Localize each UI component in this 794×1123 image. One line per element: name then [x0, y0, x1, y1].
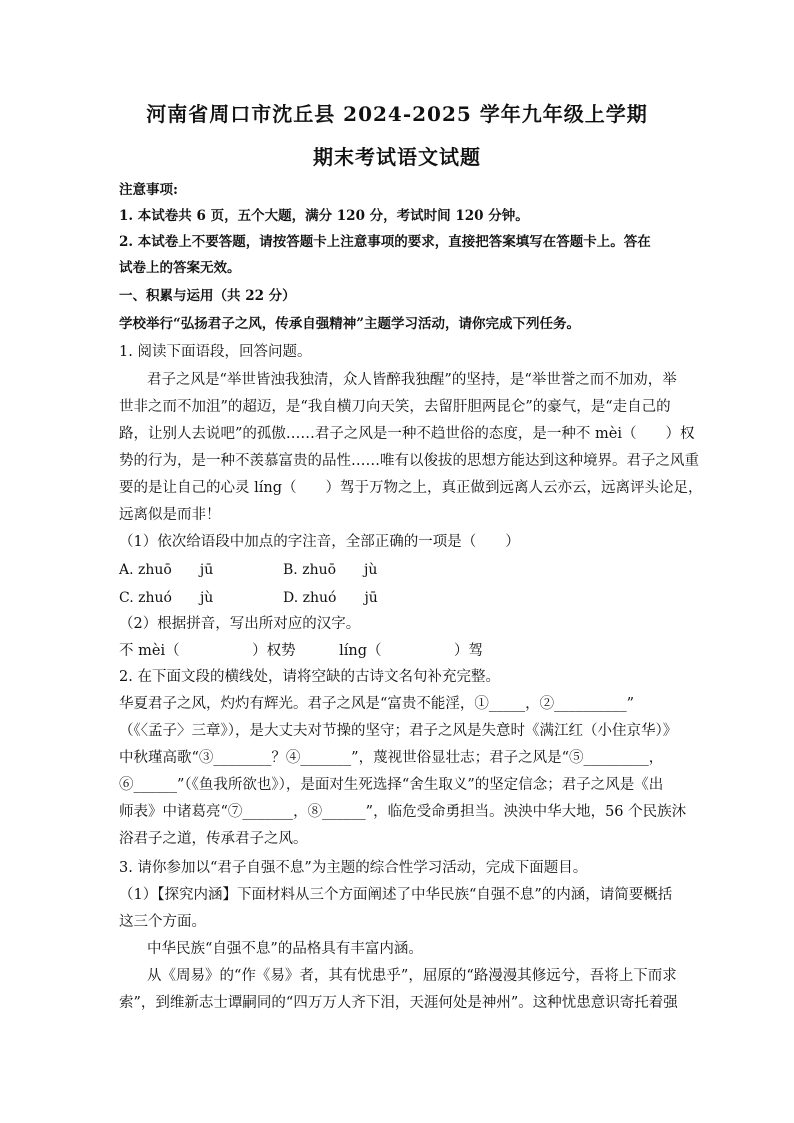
passage-line: 君子之风是“举世皆浊我独清，众人皆醉我独醒”的坚持，是“举世誉之而不加劝，举	[147, 372, 677, 388]
question-2-line: 浴君子之道，传承君子之风。	[119, 831, 308, 847]
question-1-stem: 1. 阅读下面语段，回答问题。	[119, 344, 312, 360]
material-paragraph-cont: 索”，到维新志士谭嗣同的“四万万人齐下泪，天涯何处是神州”。这种忧患意识寄托着强	[119, 995, 678, 1011]
passage-line: 路，让别人去说吧”的孤傲……君子之风是一种不趋世俗的态度，是一种不 mèi（ ）权	[119, 426, 695, 442]
section-intro: 学校举行“弘扬君子之风，传承自强精神”主题学习活动，请你完成下列任务。	[119, 316, 581, 332]
question-3-sub-1-cont: 这三个方面。	[119, 914, 206, 930]
question-2-stem: 2. 在下面文段的横线处，请将空缺的古诗文名句补充完整。	[119, 669, 500, 685]
option-b[interactable]: B. zhuō jù	[283, 562, 378, 578]
material-paragraph: 中华民族“自强不息”的品格具有丰富内涵。	[147, 941, 423, 957]
passage-line: 势的行为，是一种不羡慕富贵的品性……唯有以俊拔的思想方能达到这种境界。君子之风重	[119, 453, 699, 469]
question-3-sub-1: （1）【探究内涵】下面材料从三个方面阐述了中华民族“自强不息”的内涵，请简要概括	[119, 887, 673, 903]
passage-line: 远离似是而非！	[119, 507, 221, 523]
question-1-sub-1: （1）依次给语段中加点的字注音，全部正确的一项是（ ）	[119, 534, 520, 550]
section-heading: 一、积累与运用（共 22 分）	[119, 288, 296, 304]
notes-item-1: 1. 本试卷共 6 页，五个大题，满分 120 分，考试时间 120 分钟。	[119, 208, 529, 224]
exam-title-line-1: 河南省周口市沈丘县 2024-2025 学年九年级上学期	[146, 102, 648, 126]
passage-line: 世非之而不加沮”的超迈，是“我自横刀向天笑，去留肝胆两昆仑”的豪气，是“走自己的	[119, 399, 671, 415]
question-2-line: ⑥______”（《鱼我所欲也》），是面对生死选择“舍生取义”的坚定信念；君子之风是《出	[119, 777, 664, 793]
question-3-stem: 3. 请你参加以“君子自强不息”为主题的综合性学习活动，完成下面题目。	[119, 860, 588, 876]
question-1-sub-2-answer: 不 mèi（ ）权势 líng（ ）驾	[119, 643, 483, 659]
notes-item-2-cont: 试卷上的答案无效。	[119, 260, 241, 276]
material-paragraph: 从《周易》的“作《易》者，其有忧患乎”，屈原的“路漫漫其修远兮，吾将上下而求	[147, 968, 677, 984]
question-2-line: 中秋瑾高歌“③________？④_______”，蔑视世俗显壮志；君子之风是“⑤_________，	[119, 750, 664, 766]
question-2-line: （《〈孟子〉三章》），是大丈夫对节操的坚守；君子之风是失意时《满江红（小住京华）》	[119, 723, 678, 739]
question-2-line: 师表》中诸葛亮“⑦_______，⑧______”，临危受命勇担当。泱泱中华大地，56 个民族沐	[119, 804, 687, 820]
option-c[interactable]: C. zhuó jù	[119, 590, 214, 606]
passage-line: 要的是让自己的心灵 líng（ ）驾于万物之上，真正做到远离人云亦云，远离评头论足，	[119, 480, 703, 496]
question-2-line: 华夏君子之风，灼灼有辉光。君子之风是“富贵不能淫，①_____，②__________”	[119, 696, 635, 712]
question-1-sub-2: （2）根据拼音，写出所对应的汉字。	[119, 616, 361, 632]
option-d[interactable]: D. zhuó jū	[283, 590, 378, 606]
exam-title-line-2: 期末考试语文试题	[313, 145, 481, 169]
notes-heading: 注意事项:	[119, 182, 178, 198]
option-a[interactable]: A. zhuō jū	[119, 562, 214, 578]
notes-item-2: 2. 本试卷上不要答题，请按答题卡上注意事项的要求，直接把答案填写在答题卡上。答在	[119, 234, 651, 250]
